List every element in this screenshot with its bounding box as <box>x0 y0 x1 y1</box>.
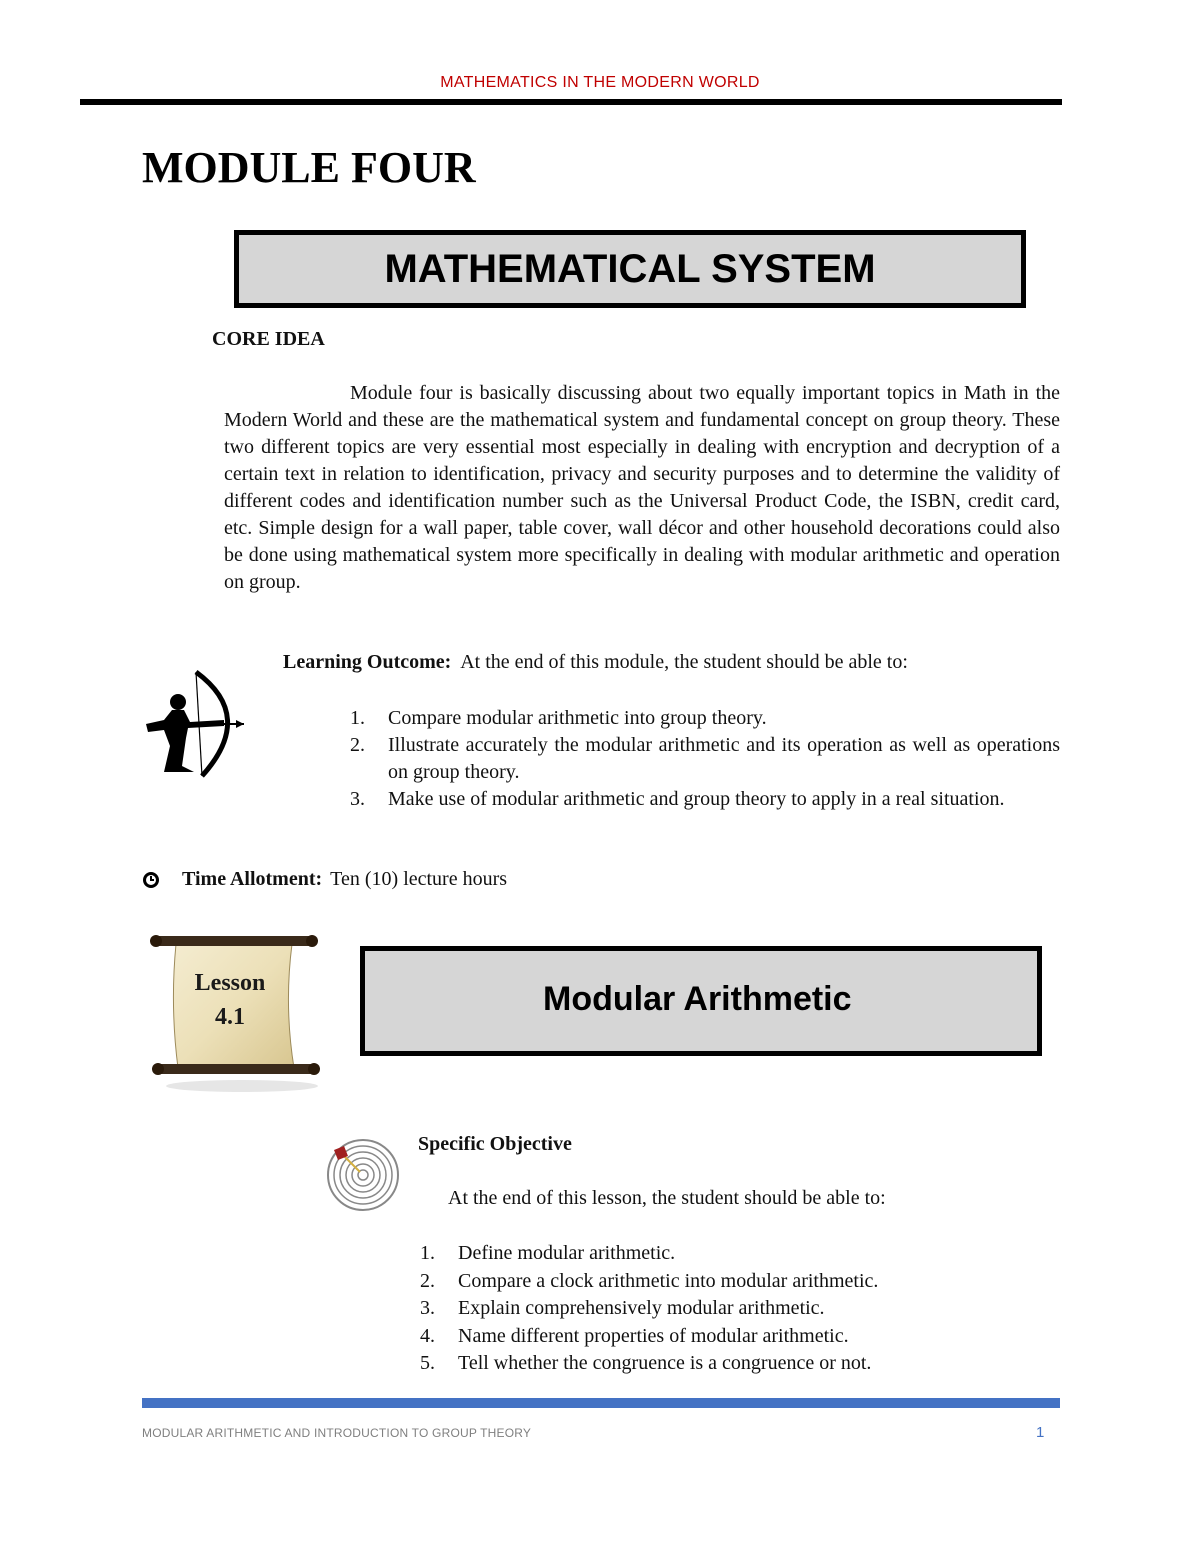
clock-icon <box>142 871 160 889</box>
list-item-number: 1. <box>350 707 365 729</box>
target-icon <box>326 1138 400 1212</box>
list-item-number: 1. <box>420 1242 435 1264</box>
page-number: 1 <box>1036 1424 1045 1441</box>
list-item-text: Illustrate accurately the modular arithmetic and its operation as well as operations on group theory. <box>388 734 1060 783</box>
lesson-scroll-icon <box>150 926 320 1094</box>
time-allotment-value: Ten (10) lecture hours <box>330 868 508 890</box>
list-item-number: 4. <box>420 1324 435 1347</box>
core-idea-label: CORE IDEA <box>212 328 325 350</box>
lesson-badge-number: 4.1 <box>215 1004 245 1030</box>
list-item-text: Explain comprehensively modular arithmetic. <box>458 1297 825 1319</box>
list-item <box>350 732 1060 786</box>
specific-objective-label: Specific Objective <box>418 1133 572 1155</box>
list-item-text: Compare a clock arithmetic into modular arithmetic. <box>458 1269 879 1292</box>
list-item-text: Make use of modular arithmetic and group theory to apply in a real situation. <box>388 788 1005 810</box>
list-item-text: Tell whether the congruence is a congruence or not. <box>458 1352 872 1374</box>
learning-outcome-intro: At the end of this module, the student should be able to: <box>460 651 908 673</box>
list-item <box>350 705 1060 732</box>
time-allotment-label: Time Allotment: <box>182 868 323 890</box>
list-item <box>420 1268 878 1296</box>
time-allotment <box>142 868 507 891</box>
list-item-number: 3. <box>350 788 365 810</box>
list-item-number: 3. <box>420 1297 435 1319</box>
footer-rule <box>142 1398 1060 1408</box>
list-item-text: Name different properties of modular arithmetic. <box>458 1324 849 1347</box>
list-item-text: Define modular arithmetic. <box>458 1242 676 1264</box>
specific-objective-intro: At the end of this lesson, the student should be able to: <box>448 1187 886 1209</box>
list-item-text: Compare modular arithmetic into group theory. <box>388 707 767 729</box>
learning-outcome-line <box>283 651 908 674</box>
mathematical-system-banner: MATHEMATICAL SYSTEM <box>234 230 1026 308</box>
list-item <box>420 1350 878 1378</box>
specific-objective-list <box>420 1240 878 1378</box>
lesson-badge-word: Lesson <box>194 970 266 996</box>
footer-title: MODULAR ARITHMETIC AND INTRODUCTION TO GROUP THEORY <box>142 1426 532 1440</box>
list-item-number: 5. <box>420 1352 435 1374</box>
list-item <box>420 1240 878 1268</box>
list-item <box>420 1295 878 1323</box>
core-idea-paragraph: Module four is basically discussing about two equally important topics in Math in the Modern World and these are the mathematical system and fundamental concept on group theory. These two different topics are very essential most especially in dealing with encryption and decryption of a certain text in relation to identification, privacy and security purposes and to determine the validity of different codes and identification number such as the Universal Product Code, the ISBN, credit card, etc. Simple design for a wall paper, table cover, wall décor and other household decorations could also be done using mathematical system more specifically in dealing with modular arithmetic and operation on group. <box>224 382 1060 593</box>
module-title: MODULE FOUR <box>142 143 476 192</box>
learning-outcome-label: Learning Outcome: <box>283 651 452 673</box>
lesson-title-banner: Modular Arithmetic <box>360 946 1042 1056</box>
list-item <box>420 1323 878 1351</box>
page-header-title: MATHEMATICS IN THE MODERN WORLD <box>440 74 760 91</box>
list-item-number: 2. <box>350 734 365 756</box>
list-item <box>350 786 1060 813</box>
archer-icon <box>144 666 248 780</box>
header-rule <box>80 99 1062 105</box>
learning-outcome-list <box>350 705 1060 813</box>
list-item-number: 2. <box>420 1269 435 1292</box>
